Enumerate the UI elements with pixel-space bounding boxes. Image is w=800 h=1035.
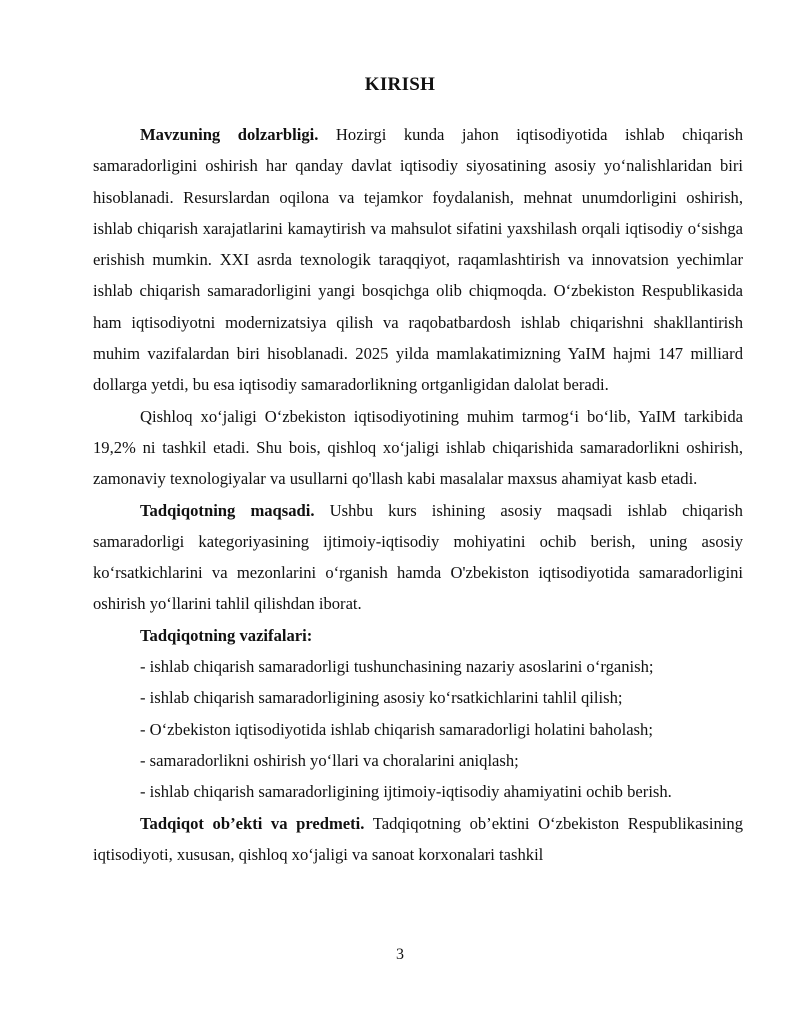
paragraph-object — [93, 808, 743, 871]
document-body — [93, 119, 743, 870]
paragraph-relevance — [93, 119, 743, 401]
list-item: - ishlab chiqarish samaradorligi tushunchasining nazariy asoslarini o‘rganish; — [140, 657, 654, 677]
page-title: KIRISH — [364, 74, 436, 95]
paragraph-text: Ushbu kurs ishining asosiy maqsadi ishlab chiqarish samaradorligi kategoriyasining ijtimoiy-iqtisodiy mohiyatini ochib berish, uning asosiy ko‘rsatkichlarini va mezonlarini o‘rganish hamda O'zbekiston iqtisodiyotida samaradorligini oshirish yo‘llarini tahlil qilishdan iborat. — [93, 500, 743, 614]
list-item: - ishlab chiqarish samaradorligining asosiy ko‘rsatkichlarini tahlil qilish; — [140, 688, 623, 708]
list-item: - O‘zbekiston iqtisodiyotida ishlab chiqarish samaradorligi holatini baholash; — [140, 719, 653, 739]
paragraph-heading: Mavzuning dolzarbligi. — [140, 125, 319, 144]
paragraph-text: Hozirgi kunda jahon iqtisodiyotida ishlab chiqarish samaradorligini oshirish har qanday davlat iqtisodiy siyosatining asosiy yo‘nalishlaridan biri hisoblanadi. Resurslardan oqilona va tejamkor foydalanish, mehnat unumdorligini oshirish, ishlab chiqarish xarajatlarini kamaytirish va mahsulot sifatini yaxshilash orqali iqtisodiy o‘sishga erishish mumkin. XXI asrda texnologik taraqqiyot, raqamlashtirish va innovatsion yechimlar ishlab chiqarish samaradorligini yangi bosqichga olib chiqmoqda. O‘zbekiston Respublikasida ham iqtisodiyotni modernizatsiya qilish va raqobatbardosh ishlab chiqarishni shakllantirish muhim vazifalardan biri hisoblanadi. 2025 yilda mamlakatimizning YaIM hajmi 147 milliard dollarga yetdi, bu esa iqtisodiy samaradorlikning ortganligidan dalolat beradi. — [93, 125, 744, 395]
list-item: - samaradorlikni oshirish yo‘llari va choralarini aniqlash; — [140, 750, 519, 770]
page-number: 3 — [396, 946, 404, 963]
list-item: - ishlab chiqarish samaradorligining ijtimoiy-iqtisodiy ahamiyatini ochib berish. — [140, 782, 672, 802]
tasks-heading: Tadqiqotning vazifalari: — [140, 625, 313, 645]
paragraph-goal — [93, 495, 743, 620]
paragraph-heading: Tadqiqotning maqsadi. — [140, 500, 315, 520]
paragraph-text: Tadqiqotning ob’ektini O‘zbekiston Respublikasining iqtisodiyoti, xususan, qishloq xo‘jaligi va sanoat korxonalari tashkil — [93, 813, 743, 864]
paragraph-agriculture: Qishloq xo‘jaligi O‘zbekiston iqtisodiyotining muhim tarmog‘i bo‘lib, YaIM tarkibida 19,2% ni tashkil etadi. Shu bois, qishloq xo‘jaligi ishlab chiqarishida samaradorlikni oshirish, zamonaviy texnologiyalar va usullarni qo'llash kabi masalalar maxsus ahamiyat kasb etadi. — [93, 406, 743, 489]
paragraph-heading: Tadqiqot ob’ekti va predmeti. — [140, 813, 365, 833]
